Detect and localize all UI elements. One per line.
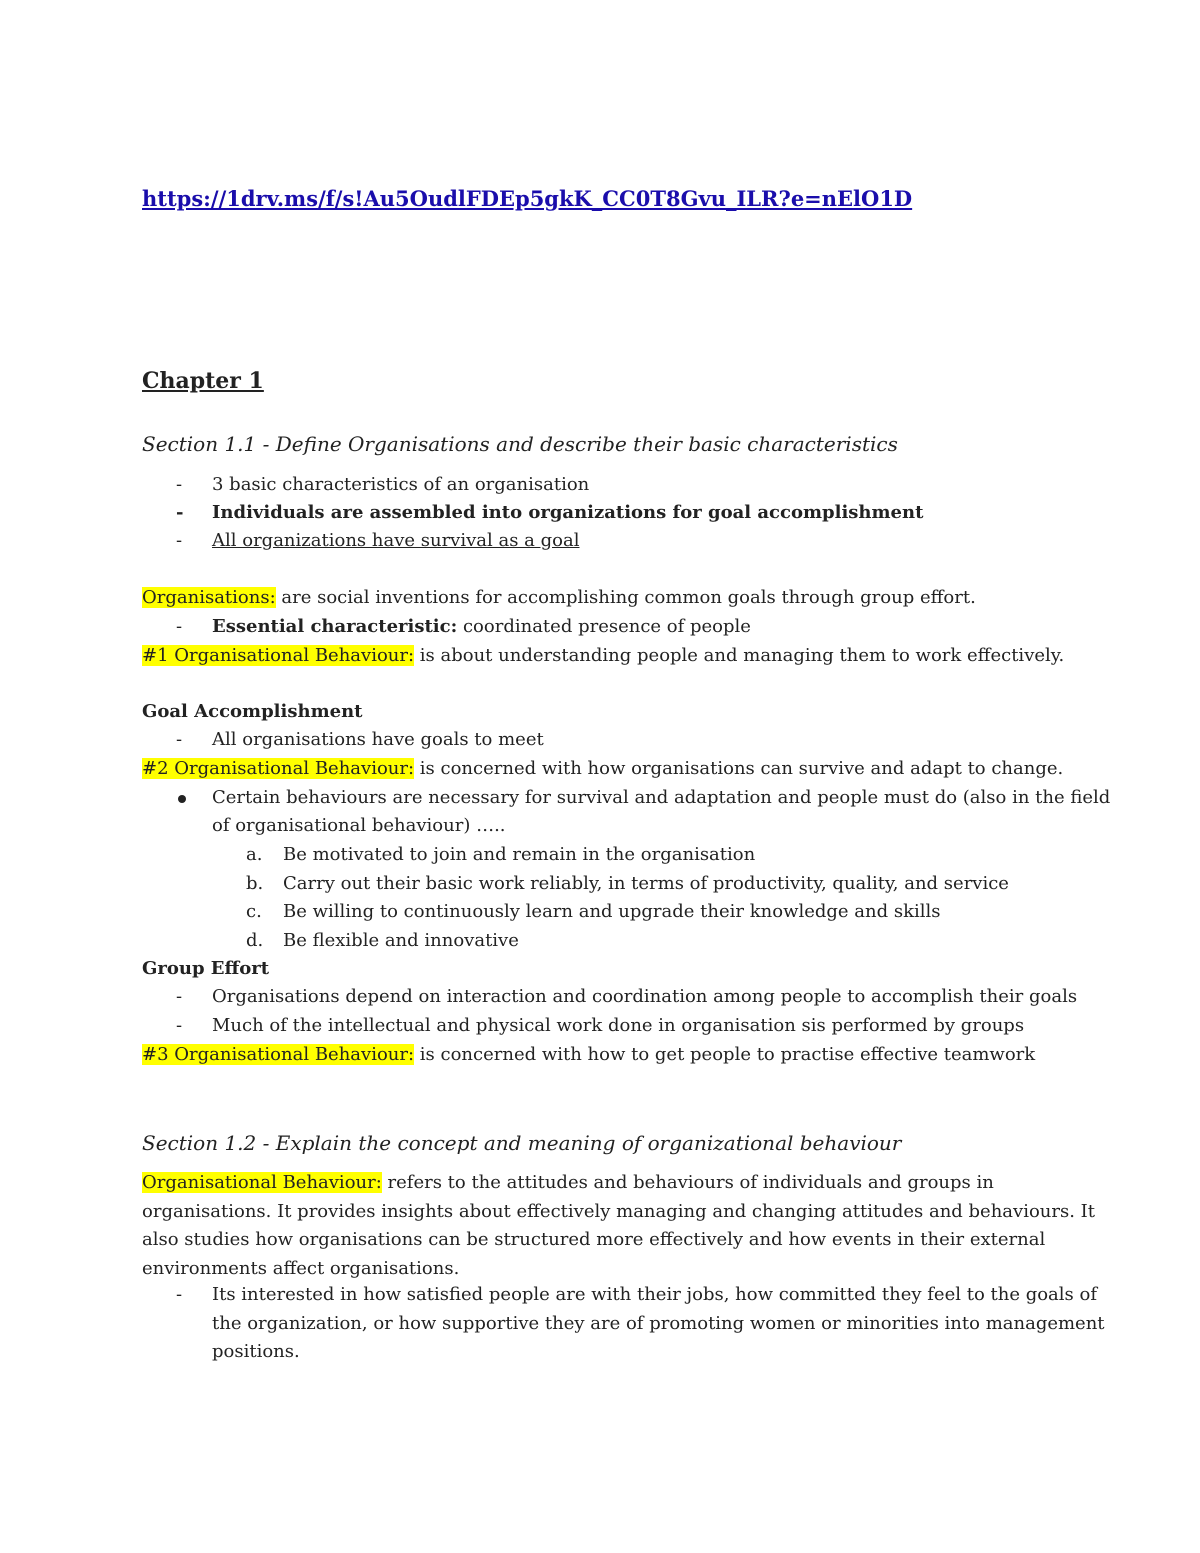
dash-bullet: - [176, 1015, 183, 1036]
ob-definition-paragraph: Organisational Behaviour: refers to the attitudes and behaviours of individuals and groups in organisations. It provides insights about effectively managing and changing attitudes and behaviours. It also studies how organisations can be structured more effectively and how events in their external environments affect organisations. [142, 1172, 1096, 1279]
dash-bullet: - [176, 474, 183, 495]
highlighted-term: #3 Organisational Behaviour: [142, 1044, 415, 1065]
highlighted-term: Organisations: [142, 587, 276, 608]
ob1-definition: #1 Organisational Behaviour: is about understanding people and managing them to work effectively. [142, 645, 1065, 666]
highlighted-term: Organisational Behaviour: [142, 1172, 382, 1193]
dash-bullet: - [176, 986, 183, 1007]
highlighted-term: #1 Organisational Behaviour: [142, 645, 415, 666]
onedrive-link[interactable]: https://1drv.ms/f/s!Au5OudlFDEp5gkK_CC0T8Gvu_ILR?e=nElO1D [142, 186, 913, 211]
dash-bullet: - [176, 616, 183, 637]
dot-list-item: Certain behaviours are necessary for survival and adaptation and people must do (also in the field of organisational behaviour) ….. [142, 787, 1062, 845]
ob3-definition: #3 Organisational Behaviour: is concerned with how to get people to practise effective teamwork [142, 1044, 1036, 1065]
organisations-definition: Organisations: are social inventions for accomplishing common goals through group effort. [142, 587, 976, 608]
dash-bullet: - [176, 729, 183, 750]
section-1-1-title: Section 1.1 - Define Organisations and describe their basic characteristics [142, 432, 898, 456]
section-1-2-title: Section 1.2 - Explain the concept and meaning of organizational behaviour [142, 1131, 902, 1155]
dash-bullet: - [176, 530, 183, 551]
ob2-definition: #2 Organisational Behaviour: is concerned with how organisations can survive and adapt to change. [142, 758, 1064, 779]
group-heading: Group Effort [142, 958, 270, 979]
document-page: https://1drv.ms/f/s!Au5OudlFDEp5gkK_CC0T8Gvu_ILR?e=nElO1D Chapter 1 Section 1.1 - Define Organisations and describe their basic characteristics - 3 basic characteristics of an organisation - Individuals are assembled into organizations for goal accomplishment - All organizations have survival as a goal Organisations: are social inventions for accomplishing common goals through group effort. - Essential characteristic: coordinated presence of people #1 Organisational Behaviour: is about understanding people and managing them to work effectively. Goal Accomplishment - All organisations have goals to meet #2 Organisational Behaviour: is concerned with how organisations can survive and adapt to change. Certain behaviours are necessary for survival and adaptation and people must do (also in the field of organisational behaviour) ….. a. Be motivated to join and remain in the organisation b. Carry out their basic work reliably, in terms of productivity, quality, and service c. Be willing to continuously learn and upgrade their knowledge and skills d. Be flexible and innovative Group Effort - Organisations depend on interaction and coordination among people to accomplish their goals - Much of the intellectual and physical work done in organisation sis performed by groups #3 Organisational Behaviour: is concerned with how to get people to practise effective teamwork Section 1.2 - Explain the concept and meaning of organizational behaviour Organisational Behaviour: refers to the attitudes and behaviours of individuals and groups in organisations. It provides insights about effectively managing and changing attitudes and behaviours. It also studies how organisations can be structured more effectively and how events in their external environments affect organisations. - Its interested in how satisfied people are with their jobs, how committed they feel to the goals of the organization, or how supportive they are of promoting women or minorities into management positions. [0, 0, 1200, 1553]
dash-bullet: - [176, 1284, 183, 1305]
dash-bullet: - [176, 502, 184, 523]
chapter-title: Chapter 1 [142, 368, 264, 394]
bullet-dot-icon [178, 795, 186, 803]
highlighted-term: #2 Organisational Behaviour: [142, 758, 415, 779]
goal-heading: Goal Accomplishment [142, 701, 363, 722]
list-item: - Its interested in how satisfied people are with their jobs, how committed they feel to the goals of the organization, or how supportive they are of promoting women or minorities into management positions. [176, 1284, 1105, 1362]
